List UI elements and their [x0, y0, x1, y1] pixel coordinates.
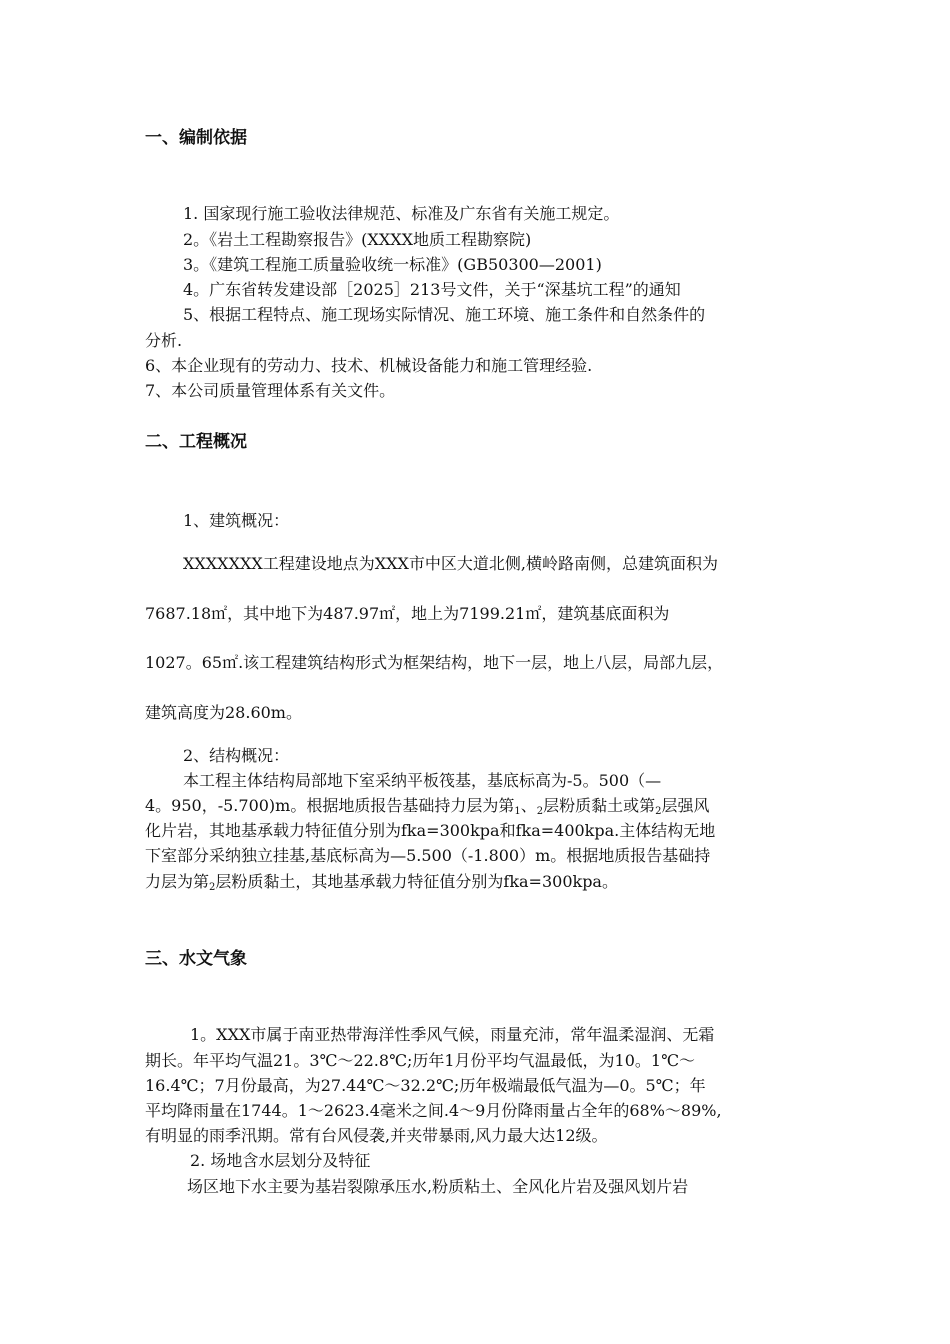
text-run: 4。950，-5.700)m。根据地质报告基础持力层为第: [145, 796, 515, 815]
section-heading: 一、编制依据: [145, 128, 247, 148]
text-run: 层粉质黏土或第: [543, 796, 656, 815]
paragraph-line: 平均降雨量在1744。1～2623.4毫米之间.4～9月份降雨量占全年的68%～89%,: [145, 1101, 722, 1120]
subscript: 2: [655, 806, 662, 817]
text-run: 层粉质黏土，其地基承载力特征值分别为fka=300kpa。: [215, 872, 618, 891]
subsection-title: 2. 场地含水层划分及特征: [190, 1151, 371, 1170]
subscript: 2: [536, 806, 544, 817]
list-item: 3。《建筑工程施工质量验收统一标准》(GB50300—2001): [183, 255, 602, 274]
text-run: 力层为第: [145, 872, 210, 891]
paragraph-line: 期长。年平均气温21。3℃～22.8℃;历年1月份平均气温最低，为10。1℃～: [145, 1051, 695, 1070]
paragraph-line: 1。XXX市属于南亚热带海洋性季风气候，雨量充沛，常年温柔湿润、无霜: [190, 1025, 715, 1044]
paragraph-line: 7687.18㎡，其中地下为487.97㎡，地上为7199.21㎡，建筑基底面积为: [145, 604, 670, 623]
paragraph-line: XXXXXXX工程建设地点为XXX市中区大道北侧,横岭路南侧，总建筑面积为: [183, 554, 718, 573]
text-run: 、: [520, 796, 537, 815]
paragraph-line: [145, 871, 618, 899]
paragraph-line: [145, 795, 710, 823]
subsection-title: 1、建筑概况：: [183, 511, 290, 530]
subscript: 1: [514, 806, 521, 817]
list-item: 6、本企业现有的劳动力、技术、机械设备能力和施工管理经验.: [145, 356, 593, 375]
paragraph-line: 下室部分采纳独立挂基,基底标高为—5.500（-1.800）m。根据地质报告基础持: [145, 846, 711, 865]
list-item: 7、本公司质量管理体系有关文件。: [145, 381, 396, 400]
subscript: 2: [209, 882, 216, 893]
paragraph-line: 1027。65㎡.该工程建筑结构形式为框架结构，地下一层，地上八层，局部九层，: [145, 653, 724, 672]
paragraph-line: 有明显的雨季汛期。常有台风侵袭,并夹带暴雨,风力最大达12级。: [145, 1126, 608, 1145]
section-heading: 二、工程概况: [145, 432, 247, 452]
paragraph-line: 化片岩，其地基承载力特征值分别为fka=300kpa和fka=400kpa.主体结构无地: [145, 821, 716, 840]
paragraph-line: 16.4℃；7月份最高，为27.44℃～32.2℃;历年极端最低气温为—0。5℃；年: [145, 1076, 706, 1095]
section-heading: 三、水文气象: [145, 949, 247, 969]
paragraph-line: 建筑高度为28.60m。: [145, 703, 302, 722]
list-item: 5、根据工程特点、施工现场实际情况、施工环境、施工条件和自然条件的: [183, 305, 706, 324]
list-item: 2。《岩土工程勘察报告》(XXXX地质工程勘察院): [183, 230, 532, 249]
list-item: 4。广东省转发建设部［2025］213号文件，关于“深基坑工程”的通知: [183, 280, 681, 299]
paragraph-line: 本工程主体结构局部地下室采纳平板筏基，基底标高为-5。500（—: [183, 771, 662, 790]
text-run: 层强风: [661, 796, 710, 815]
paragraph-line: 场区地下水主要为基岩裂隙承压水,粉质粘土、全风化片岩及强风划片岩: [187, 1177, 689, 1196]
subsection-title: 2、结构概况：: [183, 746, 290, 765]
list-item: 分析.: [145, 331, 183, 350]
list-item: 1. 国家现行施工验收法律规范、标准及广东省有关施工规定。: [183, 204, 620, 223]
